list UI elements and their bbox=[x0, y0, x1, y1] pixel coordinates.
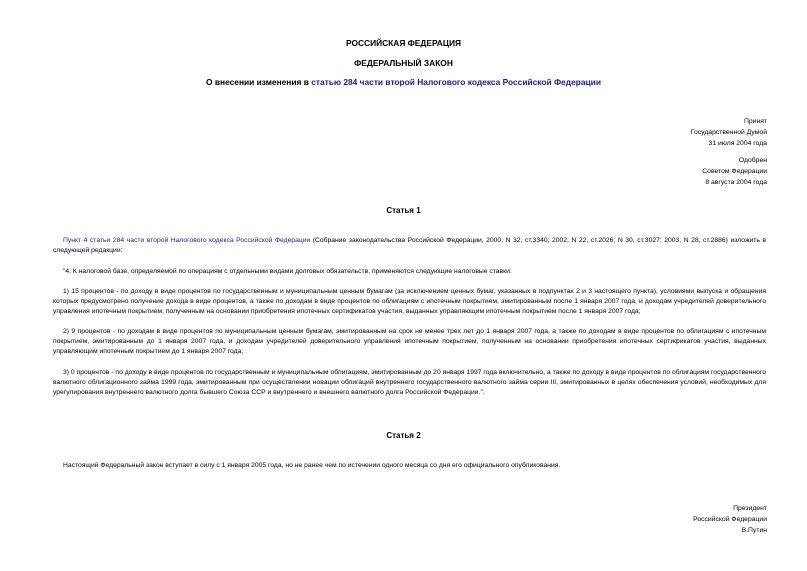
law-title bbox=[0, 77, 807, 87]
article-2-text: Настоящий Федеральный закон вступает в силу с 1 января 2005 года, но не ранее чем по истечении одного месяца со дня его официального опубликования. bbox=[63, 462, 561, 469]
signature-title: Президент bbox=[733, 505, 767, 512]
approved-label: Одобрен bbox=[738, 157, 767, 164]
signature-country: Российской Федерации bbox=[693, 516, 767, 523]
accepted-by: Государственной Думой bbox=[690, 129, 767, 136]
article-1-paragraph-3: 3) 0 процентов - по доходу в виде процентов по государственным и муниципальным облигациям, эмитированным до 20 января 1997 года включительно, а также по доходу в виде процентов по облигациям государственного валютного облигационного займа 1999 года, эмитированным при осуществлении новации облигаций внутреннего государственного валютного займа серии III, эмитированных в целях обеспечения условий, необходимых для урегулирования внутреннего валютного долга бывшего Союза ССР и внутреннего и внешнего валютного долга Российской Федерации.". bbox=[53, 369, 766, 396]
article-1-intro-link[interactable]: Пункт 4 статьи 284 части второй Налогового кодекса Российской Федерации bbox=[63, 237, 311, 244]
article-1-paragraph-2: 2) 9 процентов - по доходам в виде процентов по муниципальным ценным бумагам, эмитированным на срок не менее трех лет до 1 января 2007 года, а также по доходам в виде процентов по облигациям с ипотечным покрытием, эмитированным до 1 января 2007 года, и доходам учредителей доверительного управления ипотечным покрытием, полученным на основании приобретения ипотечных сертификатов участия, выданных управляющим ипотечным покрытием до 1 января 2007 года; bbox=[53, 328, 766, 355]
article-1-intro bbox=[53, 236, 766, 256]
approved-date: 8 августа 2004 года bbox=[705, 179, 767, 186]
article-1-paragraph-1: 1) 15 процентов - по доходу в виде процентов по государственным и муниципальным ценным бумагам (за исключением ценных бумаг, указанных в подпунктах 2 и 3 настоящего пункта), условиями выпуска и обращения которых предусмотрено получение дохода в виде процентов, а также по доходам в виде процентов по облигациям с ипотечным покрытием, эмитированным после 1 января 2007 года, и доходам учредителей доверительного управления ипотечным покрытием, полученным на основании приобретения ипотечных сертификатов участия, выданных управляющим ипотечным покрытием после 1 января 2007 года; bbox=[53, 288, 766, 315]
accepted-date: 31 июля 2004 года bbox=[708, 140, 767, 147]
law-type-heading: ФЕДЕРАЛЬНЫЙ ЗАКОН bbox=[354, 58, 453, 68]
country-heading: РОССИЙСКАЯ ФЕДЕРАЦИЯ bbox=[345, 38, 462, 48]
signature-name: В.Путин bbox=[741, 527, 767, 534]
approved-by: Советом Федерации bbox=[702, 168, 767, 175]
adoption-duma bbox=[691, 116, 767, 149]
article-1-heading: Статья 1 bbox=[386, 206, 421, 215]
article-1-intro-rest: (Собрание законодательства Российской Федерации, 2000, N 32, ст.3340; 2002, N 22, ст.2026; N 30, ст.3027; 2003, N 28, ст.2886) изложить в следующей редакции: bbox=[53, 237, 766, 254]
accepted-label: Принят bbox=[743, 118, 767, 125]
article-1-main-paragraph: "4. К налоговой базе, определяемой по операциям с отдельными видами долговых обязательств, применяются следующие налоговые ставки: bbox=[63, 268, 512, 275]
law-title-link[interactable]: статью 284 части второй Налогового кодекса Российской Федерации bbox=[311, 77, 601, 87]
article-2-heading: Статья 2 bbox=[386, 431, 421, 440]
signature-block bbox=[693, 503, 767, 536]
law-title-prefix: О внесении изменения в bbox=[206, 77, 312, 87]
adoption-council bbox=[702, 155, 767, 188]
